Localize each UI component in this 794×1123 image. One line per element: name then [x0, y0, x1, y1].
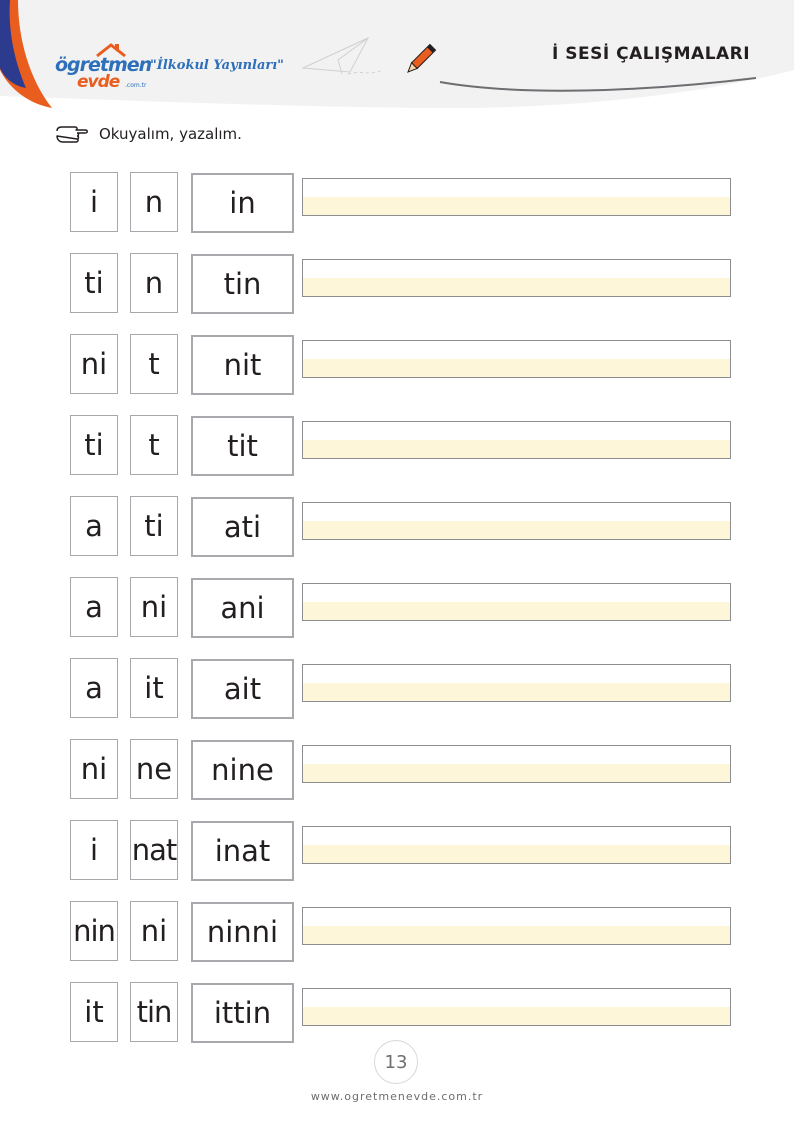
- exercise-row: [0, 334, 794, 396]
- word-box: ninni: [191, 902, 294, 962]
- writing-line[interactable]: [302, 745, 731, 783]
- syllable-box-1: ti: [70, 253, 118, 313]
- logo-domain: .com.tr: [125, 82, 147, 89]
- syllable-box-1: ti: [70, 415, 118, 475]
- website-footer: www.ogretmenevde.com.tr: [310, 1090, 484, 1103]
- logo-text-bottom: evde: [77, 72, 120, 92]
- pencil-icon: [400, 40, 440, 80]
- word-box: ati: [191, 497, 294, 557]
- syllable-box-2: tin: [130, 982, 178, 1042]
- pointing-hand-icon: [55, 123, 91, 145]
- syllable-box-1: a: [70, 658, 118, 718]
- logo-text-top: ögretmen: [55, 54, 152, 76]
- writing-line[interactable]: [302, 664, 731, 702]
- word-box: inat: [191, 821, 294, 881]
- publisher-name: "İlkokul Yayınları": [150, 58, 284, 73]
- exercise-row: [0, 658, 794, 720]
- exercise-row: [0, 496, 794, 558]
- exercise-row: [0, 253, 794, 315]
- syllable-box-2: it: [130, 658, 178, 718]
- instruction: [55, 120, 242, 148]
- syllable-box-1: a: [70, 577, 118, 637]
- word-box: nit: [191, 335, 294, 395]
- word-box: tin: [191, 254, 294, 314]
- syllable-box-2: ne: [130, 739, 178, 799]
- exercise-row: [0, 901, 794, 963]
- paper-plane-icon: [298, 30, 398, 80]
- syllable-box-1: i: [70, 172, 118, 232]
- publisher-logo: [55, 48, 155, 98]
- exercise-row: [0, 982, 794, 1044]
- writing-line[interactable]: [302, 583, 731, 621]
- syllable-box-1: nin: [70, 901, 118, 961]
- syllable-box-2: ni: [130, 901, 178, 961]
- exercise-row: [0, 415, 794, 477]
- word-box: tit: [191, 416, 294, 476]
- word-box: in: [191, 173, 294, 233]
- exercise-row: [0, 739, 794, 801]
- syllable-box-1: it: [70, 982, 118, 1042]
- syllable-box-1: i: [70, 820, 118, 880]
- syllable-box-2: t: [130, 415, 178, 475]
- word-box: ittin: [191, 983, 294, 1043]
- word-box: nine: [191, 740, 294, 800]
- writing-line[interactable]: [302, 340, 731, 378]
- instruction-text: Okuyalım, yazalım.: [99, 125, 242, 143]
- syllable-box-2: ti: [130, 496, 178, 556]
- writing-line[interactable]: [302, 907, 731, 945]
- writing-line[interactable]: [302, 988, 731, 1026]
- writing-line[interactable]: [302, 826, 731, 864]
- exercise-row: [0, 577, 794, 639]
- exercise-row: [0, 172, 794, 234]
- word-box: ait: [191, 659, 294, 719]
- exercise-row: [0, 820, 794, 882]
- writing-line[interactable]: [302, 259, 731, 297]
- writing-line[interactable]: [302, 178, 731, 216]
- syllable-box-1: ni: [70, 739, 118, 799]
- syllable-box-2: n: [130, 253, 178, 313]
- syllable-box-2: t: [130, 334, 178, 394]
- page-number: 13: [374, 1040, 418, 1084]
- writing-line[interactable]: [302, 421, 731, 459]
- syllable-box-2: n: [130, 172, 178, 232]
- syllable-box-1: a: [70, 496, 118, 556]
- page-title: İ SESİ ÇALIŞMALARI: [552, 44, 751, 64]
- writing-line[interactable]: [302, 502, 731, 540]
- syllable-box-1: ni: [70, 334, 118, 394]
- word-box: ani: [191, 578, 294, 638]
- corner-decoration: [0, 0, 60, 115]
- syllable-box-2: nat: [130, 820, 178, 880]
- syllable-box-2: ni: [130, 577, 178, 637]
